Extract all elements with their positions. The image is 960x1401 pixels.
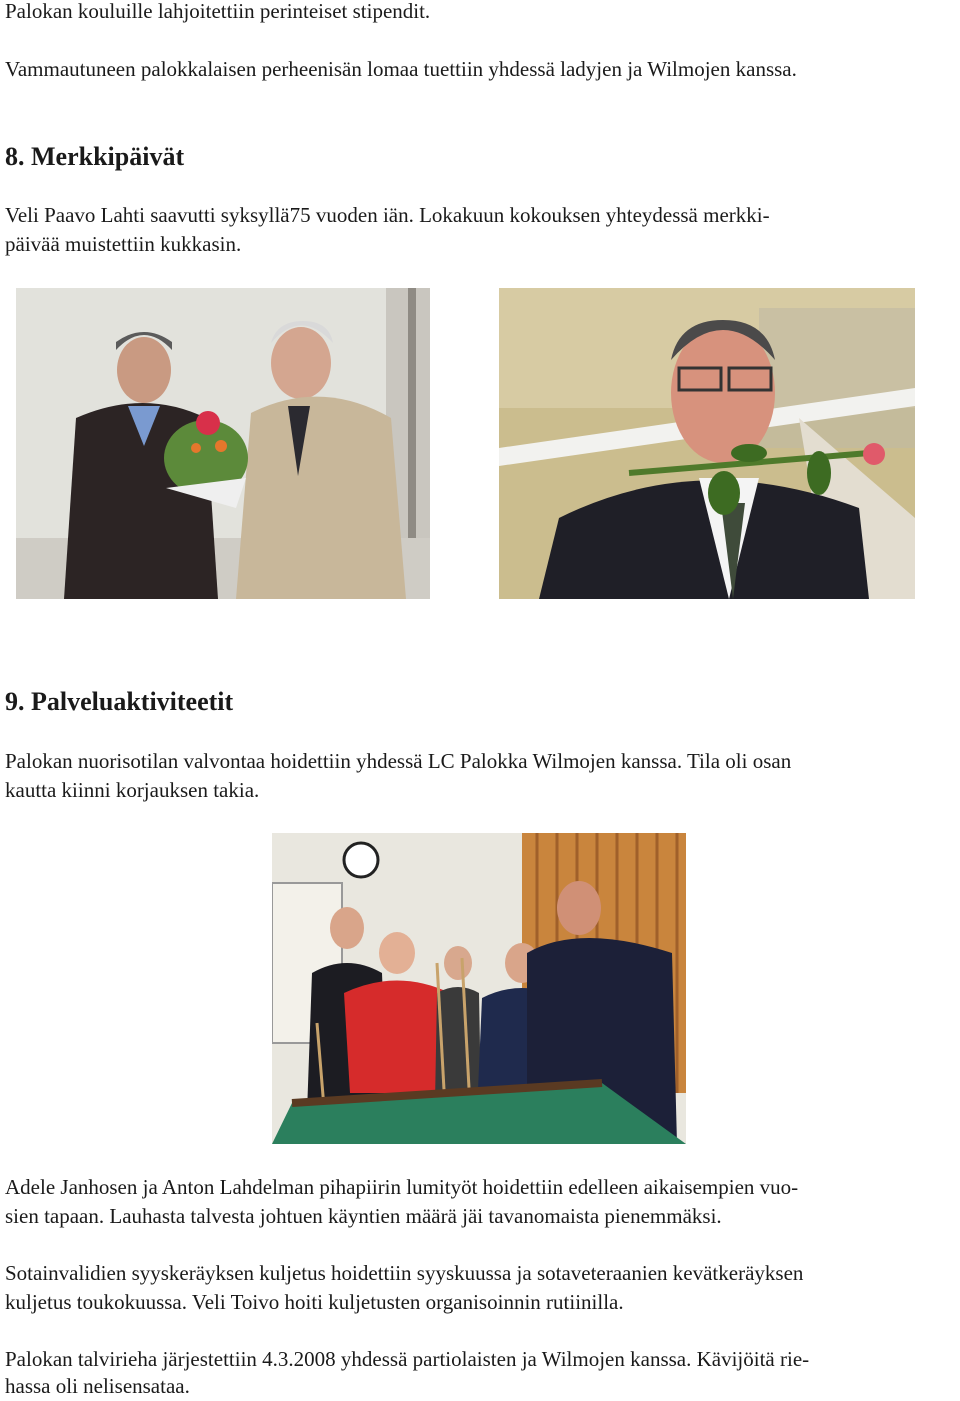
heading-palveluaktiviteetit: 9. Palveluaktiviteetit: [5, 687, 234, 716]
text-stipends: Palokan kouluille lahjoitettiin perinteiset stipendit.: [5, 0, 431, 23]
text-youth-club-line1: Palokan nuorisotilan valvontaa hoidettiin yhdessä LC Palokka Wilmojen kanssa. Tila oli osan: [5, 749, 792, 773]
text-winter-event-line2: hassa oli nelisensataa.: [5, 1374, 190, 1398]
text-transport-line2: kuljetus toukokuussa. Veli Toivo hoiti kuljetusten organisoinnin rutiinilla.: [5, 1290, 624, 1314]
text-snow-work-line2: sien tapaan. Lauhasta talvesta johtuen käyntien määrä jäi tavanomaista pienemmäksi.: [5, 1204, 722, 1228]
text-holiday-support: Vammautuneen palokkalaisen perheenisän lomaa tuettiin yhdessä ladyjen ja Wilmojen kanssa.: [5, 57, 797, 81]
heading-merkkipaivat: 8. Merkkipäivät: [5, 142, 185, 171]
text-birthday-line2: päivää muistettiin kukkasin.: [5, 232, 242, 256]
text-winter-event-line1: Palokan talvirieha järjestettiin 4.3.2008 yhdessä partiolaisten ja Wilmojen kanssa. Kävijöitä rie-: [5, 1347, 810, 1371]
youth-club-billiards-photo: [272, 833, 686, 1144]
flower-presentation-photo: [16, 288, 430, 599]
text-transport-line1: Sotainvalidien syyskeräyksen kuljetus hoidettiin syyskuussa ja sotaveteraanien kevätkeräyksen: [5, 1261, 804, 1285]
text-youth-club-line2: kautta kiinni korjauksen takia.: [5, 778, 260, 802]
man-with-rose-photo: [499, 288, 915, 599]
text-snow-work-line1: Adele Janhosen ja Anton Lahdelman pihapiirin lumityöt hoidettiin edelleen aikaisempien vuo-: [5, 1175, 799, 1199]
text-birthday-line1: Veli Paavo Lahti saavutti syksyllä75 vuoden iän. Lokakuun kokouksen yhteydessä merkki-: [5, 203, 770, 227]
